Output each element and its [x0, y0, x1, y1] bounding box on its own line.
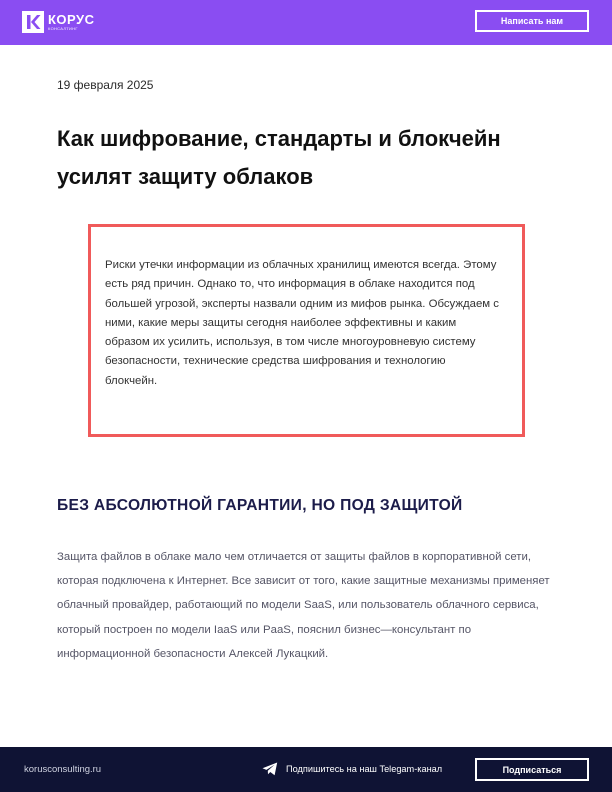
footer-bar [0, 747, 612, 792]
top-bar [0, 0, 612, 45]
logo-subtitle: КОНСАЛТИНГ [48, 25, 78, 31]
body-paragraph: Защита файлов в облаке мало чем отличается от защиты файлов в корпоративной сети, которая подключена к Интернет. Все зависит от того, какие защитные механизмы применяет облачный провайдер, работающий по модели SaaS, или пользователь облачного сервиса, который построен по модели IaaS или PaaS, пояснил бизнес—консультант по информационной безопасности Алексей Лукацкий. [57, 551, 550, 660]
telegram-text: Подпишитесь на наш Telegam-канал [286, 764, 443, 774]
logo[interactable] [22, 11, 95, 33]
article-title: Как шифрование, стандарты и блокчейн усилят защиту облаков [57, 126, 501, 189]
subscribe-button[interactable]: Подписаться [475, 758, 589, 781]
section-heading: БЕЗ АБСОЛЮТНОЙ ГАРАНТИИ, НО ПОД ЗАЩИТОЙ [57, 497, 463, 514]
article-date: 19 февраля 2025 [57, 78, 154, 92]
korus-logo-icon [22, 11, 44, 33]
logo-name: КОРУС [48, 11, 95, 27]
telegram-link[interactable] [262, 762, 442, 776]
logo-text [48, 13, 95, 32]
write-us-button[interactable]: Написать нам [475, 10, 589, 32]
site-link[interactable]: korusconsulting.ru [24, 764, 102, 775]
lead-paragraph: Риски утечки информации из облачных хранилищ имеются всегда. Этому есть ряд причин. Однако то, что информация в облаке находится под большей угрозой, эксперты назвали одним из мифов рынка. Обсуждаем с ними, какие меры защиты сегодня наиболее эффективны и каким образом их усилить, используя, в том числе многоуровневую систему безопасности, технические средства шифрования и технологию блокчейн. [105, 259, 499, 387]
telegram-icon [262, 762, 278, 776]
